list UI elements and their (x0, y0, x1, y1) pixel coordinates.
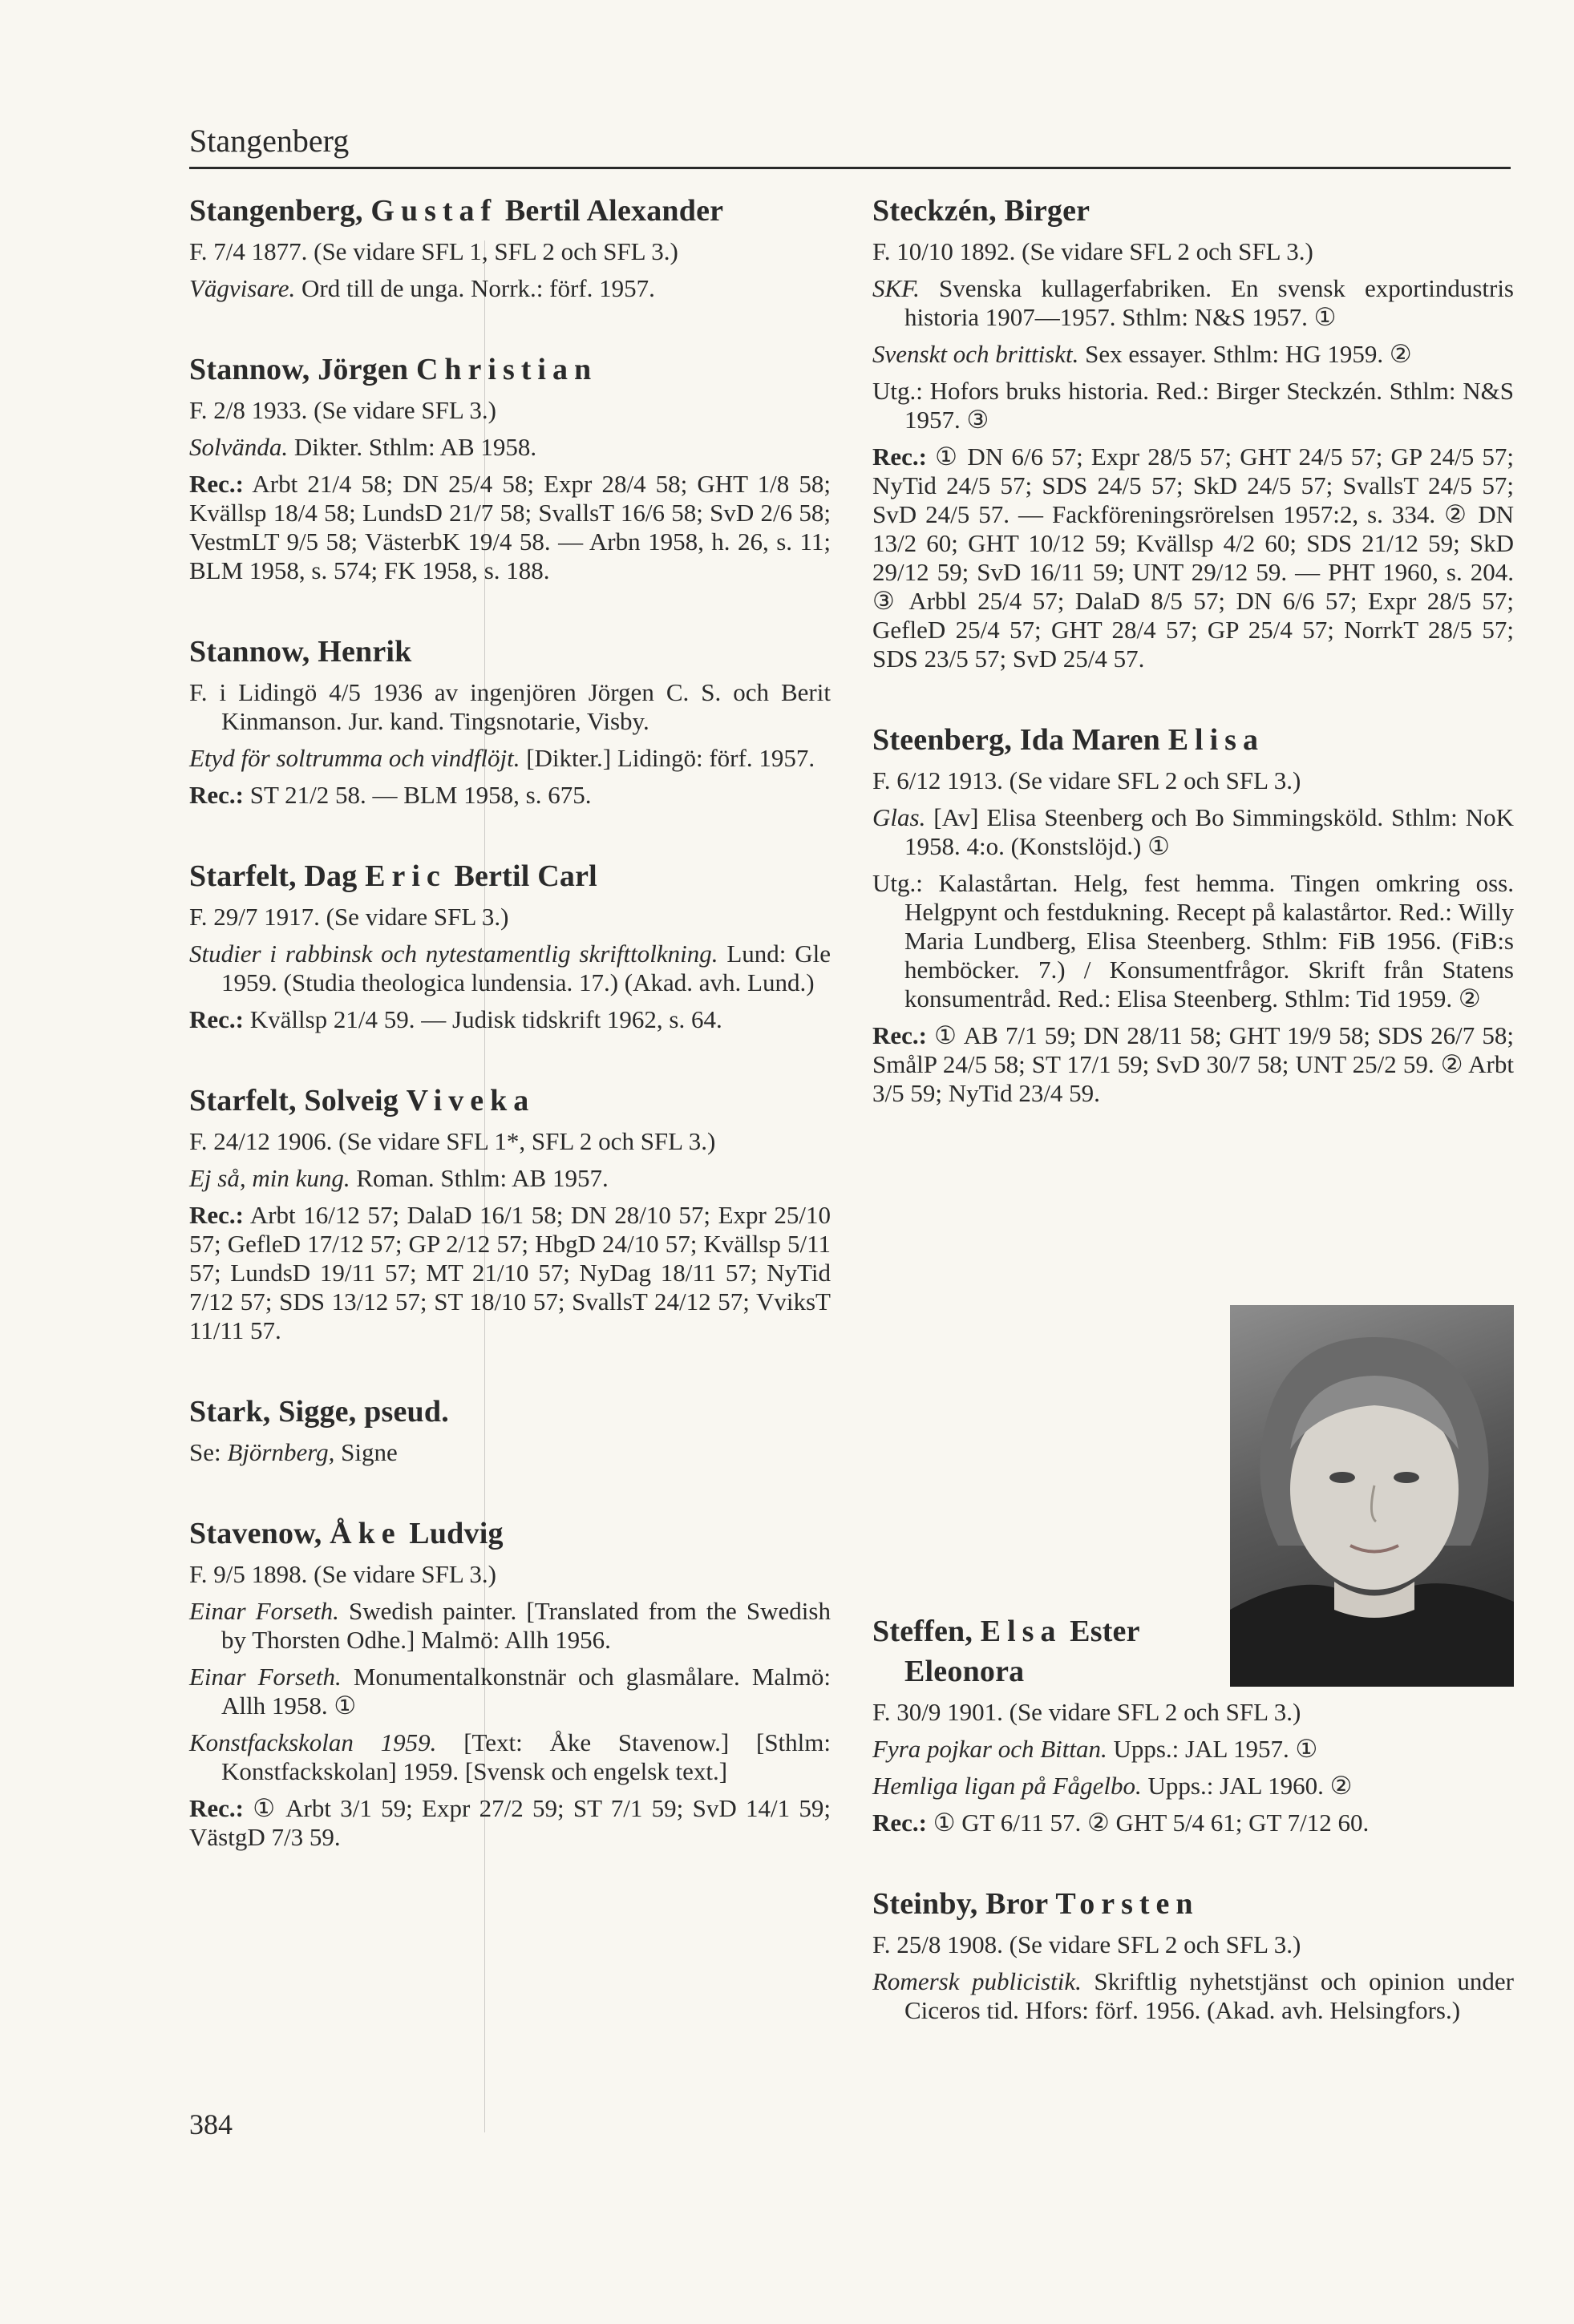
entry-name (872, 191, 1514, 231)
work-title: Konstfackskolan 1959. (189, 1728, 437, 1756)
work-details: Skriftlig nyhetstjänst och opinion under Ciceros tid. Hfors: förf. 1956. (Akad. avh. Helsingfors.) (904, 1967, 1514, 2024)
reviews (189, 781, 831, 810)
birth-line: F. 30/9 1901. (Se vidare SFL 2 och SFL 3.) (872, 1698, 1301, 1726)
biography-entry (189, 191, 831, 303)
work-details: [Dikter.] Lidingö: förf. 1957. (520, 744, 815, 772)
work-entry (872, 340, 1514, 369)
name-part: Steffen, (872, 1615, 981, 1648)
work-details: Upps.: JAL 1960. ② (1141, 1772, 1353, 1800)
name-spaced-part: Åke (330, 1517, 402, 1550)
birth-line: F. 9/5 1898. (Se vidare SFL 3.) (189, 1560, 496, 1588)
reviews-text: Arbt 16/12 57; DalaD 16/1 58; DN 28/10 57; Expr 25/10 57; GefleD 17/12 57; GP 2/12 57; HbgD 24/10 57; Kvällsp 5/11 57; LundsD 19/11 57; MT 21/10 57; NyDag 18/11 57; NyTid 7/12 57; SDS 13/12 57; ST 18/10 57; SvallsT 24/12 57; VviksT 11/11 57. (189, 1201, 831, 1344)
work-details: Utg.: Hofors bruks historia. Red.: Birger Steckzén. Sthlm: N&S 1957. ③ (872, 377, 1514, 434)
reviews-label: Rec.: (189, 1005, 244, 1033)
name-line2: Eleonora (904, 1655, 1025, 1688)
name-spaced-part: Eric (365, 859, 447, 893)
biography-entry (872, 1884, 1514, 2025)
name-part: Stark, Sigge, pseud. (189, 1395, 449, 1429)
work-details: Lund: Gle 1959. (Studia theologica lundensia. 17.) (Akad. avh. Lund.) (221, 940, 831, 996)
reviews-text: ① GT 6/11 57. ② GHT 5/4 61; GT 7/12 60. (926, 1809, 1370, 1837)
work-entry (872, 377, 1514, 434)
entry-name (189, 856, 831, 896)
entry-name (189, 1392, 831, 1432)
work-title: Einar Forseth. (189, 1663, 342, 1691)
biography-entry (189, 1081, 831, 1345)
see-rest: Signe (334, 1438, 398, 1466)
biography-entry (872, 191, 1514, 673)
name-part: Steenberg, Ida Maren (872, 723, 1168, 757)
name-spaced-part: Christian (415, 353, 598, 386)
biography-entry (872, 720, 1514, 1108)
birth-line: F. 6/12 1913. (Se vidare SFL 2 och SFL 3.) (872, 766, 1301, 794)
reviews-text: ① Arbt 3/1 59; Expr 27/2 59; ST 7/1 59; SvD 14/1 59; VästgD 7/3 59. (189, 1794, 831, 1851)
reviews (189, 1005, 831, 1034)
reviews-label: Rec.: (872, 443, 927, 471)
work-details: Monumentalkonstnär och glasmålare. Malmö: Allh 1958. ① (221, 1663, 831, 1720)
work-entry (872, 274, 1514, 332)
entry-name (189, 1081, 831, 1121)
work-details: Utg.: Kalastårtan. Helg, fest hemma. Tingen omkring oss. Helgpynt och festdukning. Recept på kalastårtor. Red.: Willy Maria Lundberg, Elisa Steenberg. Sthlm: FiB 1956. (FiB:s hemböcker. 7.) / Konsumentfrågor. Skrift från Statens konsumentråd. Red.: Elisa Steenberg. Sthlm: Tid 1959. ② (872, 869, 1514, 1012)
reviews-label: Rec.: (189, 781, 244, 809)
work-title: SKF. (872, 274, 920, 302)
reviews-label: Rec.: (189, 1794, 244, 1822)
right-column-lower (872, 1611, 1514, 2071)
work-details: [Av] Elisa Steenberg och Bo Simmingsköld. Sthlm: NoK 1958. 4:o. (Konstslöjd.) ① (904, 803, 1514, 860)
running-head: Stangenberg (189, 123, 350, 159)
name-spaced-part: Elsa (980, 1615, 1062, 1648)
name-spaced-part: Viveka (406, 1084, 536, 1118)
work-entry (189, 433, 831, 462)
work-details: Upps.: JAL 1957. ① (1107, 1735, 1318, 1763)
reviews-text: Arbt 21/4 58; DN 25/4 58; Expr 28/4 58; GHT 1/8 58; Kvällsp 18/4 58; LundsD 21/7 58; SvallsT 16/6 58; SvD 2/6 58; VestmLT 9/5 58; VästerbK 19/4 58. — Arbn 1958, h. 26, s. 11; BLM 1958, s. 574; FK 1958, s. 188. (189, 470, 831, 584)
work-entry (872, 803, 1514, 861)
birth-line: F. 2/8 1933. (Se vidare SFL 3.) (189, 396, 496, 424)
work-title: Ej så, min kung. (189, 1164, 350, 1192)
name-rest-part: Ester (1062, 1615, 1140, 1648)
name-spaced-part: Elisa (1167, 723, 1264, 757)
reviews-text: Kvällsp 21/4 59. — Judisk tidskrift 1962, s. 64. (243, 1005, 722, 1033)
reviews (872, 1809, 1514, 1837)
biography-entry (189, 632, 831, 810)
work-details: Sex essayer. Sthlm: HG 1959. ② (1078, 340, 1412, 368)
birth-line: F. 7/4 1877. (Se vidare SFL 1, SFL 2 och SFL 3.) (189, 237, 678, 265)
biography-entry (872, 1611, 1514, 1837)
entry-name (189, 191, 831, 231)
work-title: Einar Forseth. (189, 1597, 339, 1625)
work-entry (189, 274, 831, 303)
name-rest-part: Bertil Alexander (497, 194, 724, 228)
work-title: Hemliga ligan på Fågelbo. (872, 1772, 1142, 1800)
work-entry (872, 869, 1514, 1013)
reviews (189, 470, 831, 585)
reviews (872, 443, 1514, 673)
see-reference (189, 1438, 831, 1467)
name-part: Stangenberg, (189, 194, 371, 228)
work-details: Ord till de unga. Norrk.: förf. 1957. (295, 274, 655, 302)
work-title: Studier i rabbinsk och nytestamentlig skrifttolkning. (189, 940, 718, 968)
name-part: Starfelt, Dag (189, 859, 366, 893)
entry-name (872, 1884, 1514, 1924)
name-spaced-part: Torsten (1055, 1887, 1200, 1921)
name-rest-part: Bertil Carl (446, 859, 597, 893)
right-column (872, 191, 1514, 1154)
work-entry (189, 744, 831, 773)
biography-entry (189, 1392, 831, 1467)
page-number: 384 (189, 2108, 233, 2140)
work-title: Etyd för soltrumma och vindflöjt. (189, 744, 520, 772)
entry-name (872, 1611, 1514, 1691)
work-entry (872, 1772, 1514, 1801)
birth-line: F. 10/10 1892. (Se vidare SFL 2 och SFL 3.) (872, 237, 1313, 265)
work-entry (872, 1967, 1514, 2025)
reviews (189, 1201, 831, 1345)
reviews-text: ① DN 6/6 57; Expr 28/5 57; GHT 24/5 57; GP 24/5 57; NyTid 24/5 57; SDS 24/5 57; SkD 24/5 57; SvallsT 24/5 57; SvD 24/5 57. — Fackföreningsrörelsen 1957:2, s. 334. ② DN 13/2 60; GHT 10/12 59; Kvällsp 4/2 60; SDS 21/12 59; SkD 29/12 59; SvD 16/11 59; UNT 29/12 59. — PHT 1960, s. 204. ③ Arbbl 25/4 57; DalaD 8/5 57; DN 6/6 57; Expr 28/5 57; GefleD 25/4 57; GHT 28/4 57; GP 25/4 57; NorrkT 28/5 57; SDS 23/5 57; SvD 25/4 57. (872, 443, 1514, 673)
see-label: Se: (189, 1438, 228, 1466)
see-name: Björnberg, (227, 1438, 335, 1466)
name-rest-part: Ludvig (401, 1517, 504, 1550)
work-title: Svenskt och brittiskt. (872, 340, 1079, 368)
work-details: Dikter. Sthlm: AB 1958. (288, 433, 537, 461)
work-entry (872, 1735, 1514, 1764)
name-spaced-part: Gustaf (370, 194, 498, 228)
work-details: Svenska kullagerfabriken. En svensk exportindustris historia 1907—1957. Sthlm: N&S 1957. ① (904, 274, 1514, 331)
birth-line: F. i Lidingö 4/5 1936 av ingenjören Jörgen C. S. och Berit Kinmanson. Jur. kand. Tingsnotarie, Visby. (189, 678, 831, 735)
name-part: Starfelt, Solveig (189, 1084, 407, 1118)
work-details: Swedish painter. [Translated from the Swedish by Thorsten Odhe.] Malmö: Allh 1956. (221, 1597, 831, 1654)
name-part: Stannow, Henrik (189, 635, 412, 669)
reviews (189, 1794, 831, 1852)
entry-name (189, 350, 831, 390)
work-entry (189, 1164, 831, 1193)
reviews-label: Rec.: (189, 470, 244, 498)
work-entry (189, 1728, 831, 1786)
reviews-label: Rec.: (872, 1021, 927, 1049)
birth-line: F. 25/8 1908. (Se vidare SFL 2 och SFL 3.) (872, 1930, 1301, 1958)
reviews-label: Rec.: (872, 1809, 927, 1837)
entry-name (189, 632, 831, 672)
biography-entry (189, 350, 831, 585)
entry-name (189, 1514, 831, 1554)
birth-line: F. 24/12 1906. (Se vidare SFL 1*, SFL 2 och SFL 3.) (189, 1127, 716, 1155)
name-part: Steinby, Bror (872, 1887, 1056, 1921)
birth-line: F. 29/7 1917. (Se vidare SFL 3.) (189, 903, 509, 931)
work-title: Vägvisare. (189, 274, 296, 302)
reviews-text: ST 21/2 58. — BLM 1958, s. 675. (243, 781, 592, 809)
biography-entry (189, 856, 831, 1034)
reviews (872, 1021, 1514, 1108)
work-title: Romersk publicistik. (872, 1967, 1082, 1995)
work-title: Solvända. (189, 433, 289, 461)
reviews-label: Rec.: (189, 1201, 244, 1229)
work-details: [Text: Åke Stavenow.] [Sthlm: Konstfackskolan] 1959. [Svensk och engelsk text.] (221, 1728, 832, 1785)
name-part: Stavenow, (189, 1517, 330, 1550)
name-part: Steckzén, Birger (872, 194, 1090, 228)
work-details: Roman. Sthlm: AB 1957. (350, 1164, 609, 1192)
work-entry (189, 1663, 831, 1720)
left-column (189, 191, 831, 1898)
work-entry (189, 940, 831, 997)
work-entry (189, 1597, 831, 1655)
name-part: Stannow, Jörgen (189, 353, 416, 386)
work-title: Glas. (872, 803, 926, 831)
header-rule (189, 167, 1511, 169)
entry-name (872, 720, 1514, 760)
reviews-text: ① AB 7/1 59; DN 28/11 58; GHT 19/9 58; SDS 26/7 58; SmålP 24/5 58; ST 17/1 59; SvD 30/7 58; UNT 25/2 59. ② Arbt 3/5 59; NyTid 23/4 59. (872, 1021, 1514, 1107)
work-title: Fyra pojkar och Bittan. (872, 1735, 1107, 1763)
biography-entry (189, 1514, 831, 1852)
